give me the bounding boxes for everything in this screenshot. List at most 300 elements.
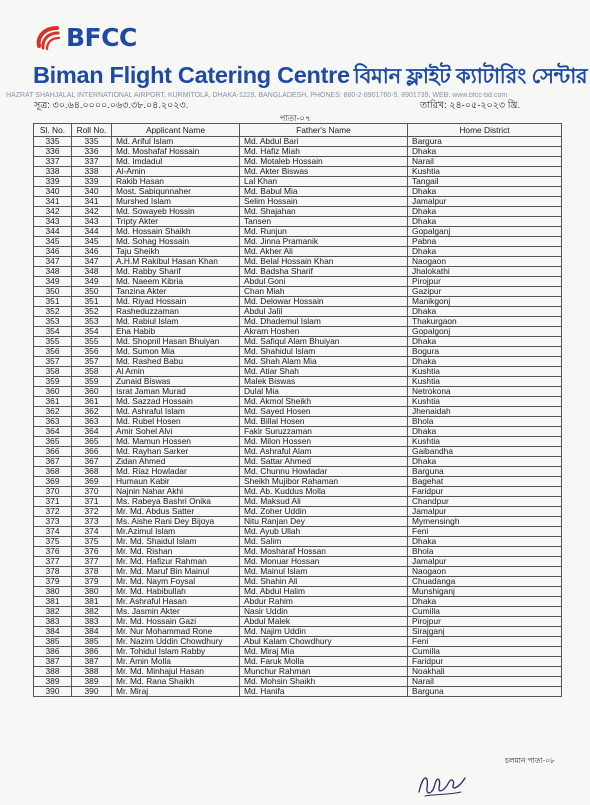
cell-home-district: Bargura xyxy=(408,137,562,147)
cell-father-name: Md. Ashraful Alam xyxy=(240,447,408,457)
cell-home-district: Jhalokathi xyxy=(408,267,562,277)
table-row xyxy=(34,367,562,377)
table-row xyxy=(34,217,562,227)
cell-applicant-name: Israt Jaman Murad xyxy=(112,387,240,397)
cell-home-district: Faridpur xyxy=(408,657,562,667)
cell-roll-no: 369 xyxy=(72,477,112,487)
company-logo xyxy=(33,22,137,52)
cell-sl-no: 375 xyxy=(34,537,72,547)
cell-sl-no: 385 xyxy=(34,637,72,647)
cell-home-district: Barguna xyxy=(408,467,562,477)
cell-applicant-name: Md. Rayhan Sarker xyxy=(112,447,240,457)
table-row xyxy=(34,297,562,307)
cell-home-district: Narail xyxy=(408,677,562,687)
cell-father-name: Md. Atiar Shah xyxy=(240,367,408,377)
cell-roll-no: 385 xyxy=(72,637,112,647)
cell-applicant-name: Murshed Islam xyxy=(112,197,240,207)
cell-sl-no: 372 xyxy=(34,507,72,517)
cell-roll-no: 359 xyxy=(72,377,112,387)
table-row xyxy=(34,357,562,367)
cell-father-name: Md. Ayub Ullah xyxy=(240,527,408,537)
cell-applicant-name: Mr. Ashraful Hasan xyxy=(112,597,240,607)
cell-applicant-name: Md. Sohag Hossain xyxy=(112,237,240,247)
cell-applicant-name: Tanzina Akter xyxy=(112,287,240,297)
cell-applicant-name: Md. Sazzad Hossain xyxy=(112,397,240,407)
cell-sl-no: 367 xyxy=(34,457,72,467)
logo-text: BFCC xyxy=(66,22,137,52)
table-row xyxy=(34,287,562,297)
cell-home-district: Chandpur xyxy=(408,497,562,507)
cell-father-name: Fakir Suruzzaman xyxy=(240,427,408,437)
cell-home-district: Dhaka xyxy=(408,247,562,257)
cell-applicant-name: Mr. Md. Shaidul Islam xyxy=(112,537,240,547)
cell-applicant-name: Taju Sheikh xyxy=(112,247,240,257)
table-row xyxy=(34,667,562,677)
cell-home-district: Dhaka xyxy=(408,307,562,317)
cell-roll-no: 338 xyxy=(72,167,112,177)
cell-father-name: Md. Milon Hossen xyxy=(240,437,408,447)
table-row xyxy=(34,477,562,487)
table-row xyxy=(34,307,562,317)
cell-father-name: Md. Monuar Hossan xyxy=(240,557,408,567)
cell-roll-no: 350 xyxy=(72,287,112,297)
cell-father-name: Md. Safiqul Alam Bhuiyan xyxy=(240,337,408,347)
cell-roll-no: 342 xyxy=(72,207,112,217)
cell-roll-no: 349 xyxy=(72,277,112,287)
cell-roll-no: 344 xyxy=(72,227,112,237)
cell-home-district: Bogura xyxy=(408,347,562,357)
table-row xyxy=(34,347,562,357)
cell-applicant-name: Most. Sabiqunnaher xyxy=(112,187,240,197)
cell-applicant-name: Mr. Md. Hossain Gazi xyxy=(112,617,240,627)
cell-father-name: Abdul Goni xyxy=(240,277,408,287)
cell-roll-no: 374 xyxy=(72,527,112,537)
cell-sl-no: 361 xyxy=(34,397,72,407)
cell-sl-no: 345 xyxy=(34,237,72,247)
table-body xyxy=(34,137,562,697)
cell-roll-no: 345 xyxy=(72,237,112,247)
cell-roll-no: 340 xyxy=(72,187,112,197)
cell-father-name: Md. Shahin Ali xyxy=(240,577,408,587)
cell-father-name: Md. Ab. Kuddus Molla xyxy=(240,487,408,497)
table-row xyxy=(34,507,562,517)
table-row xyxy=(34,447,562,457)
table-row xyxy=(34,487,562,497)
table-row xyxy=(34,147,562,157)
cell-roll-no: 335 xyxy=(72,137,112,147)
table-row xyxy=(34,187,562,197)
cell-home-district: Kushtia xyxy=(408,437,562,447)
cell-sl-no: 357 xyxy=(34,357,72,367)
cell-roll-no: 377 xyxy=(72,557,112,567)
cell-sl-no: 390 xyxy=(34,687,72,697)
cell-home-district: Naogaon xyxy=(408,567,562,577)
cell-father-name: Tansen xyxy=(240,217,408,227)
cell-home-district: Dhaka xyxy=(408,147,562,157)
table-row xyxy=(34,547,562,557)
cell-home-district: Thakurgaon xyxy=(408,317,562,327)
cell-roll-no: 364 xyxy=(72,427,112,437)
cell-roll-no: 370 xyxy=(72,487,112,497)
cell-father-name: Md. Jinna Pramanik xyxy=(240,237,408,247)
cell-father-name: Abdul Jalil xyxy=(240,307,408,317)
cell-home-district: Munshiganj xyxy=(408,587,562,597)
page-label: পাতা-০৭ xyxy=(279,113,311,123)
cell-sl-no: 348 xyxy=(34,267,72,277)
cell-roll-no: 346 xyxy=(72,247,112,257)
cell-home-district: Netrokona xyxy=(408,387,562,397)
cell-sl-no: 368 xyxy=(34,467,72,477)
cell-roll-no: 347 xyxy=(72,257,112,267)
cell-roll-no: 368 xyxy=(72,467,112,477)
table-row xyxy=(34,427,562,437)
cell-father-name: Md. Zoher Uddin xyxy=(240,507,408,517)
bfcc-logo-icon xyxy=(33,22,63,52)
cell-roll-no: 337 xyxy=(72,157,112,167)
cell-sl-no: 383 xyxy=(34,617,72,627)
cell-father-name: Md. Shahidul Islam xyxy=(240,347,408,357)
cell-applicant-name: Mr. Amin Molla xyxy=(112,657,240,667)
cell-sl-no: 370 xyxy=(34,487,72,497)
cell-home-district: Cumilla xyxy=(408,607,562,617)
cell-roll-no: 379 xyxy=(72,577,112,587)
cell-home-district: Faridpur xyxy=(408,487,562,497)
column-header-district: Home District xyxy=(408,124,562,137)
cell-applicant-name: Mr. Md. Maruf Bin Mainul xyxy=(112,567,240,577)
cell-roll-no: 355 xyxy=(72,337,112,347)
cell-applicant-name: Md. Sumon Mia xyxy=(112,347,240,357)
cell-sl-no: 335 xyxy=(34,137,72,147)
cell-home-district: Kushtia xyxy=(408,367,562,377)
table-row xyxy=(34,317,562,327)
cell-sl-no: 362 xyxy=(34,407,72,417)
cell-applicant-name: Mr. Tohidul Islam Rabby xyxy=(112,647,240,657)
signature-image xyxy=(415,768,475,800)
table-row xyxy=(34,467,562,477)
table-row xyxy=(34,227,562,237)
cell-applicant-name: Mr. Md. Rishan xyxy=(112,547,240,557)
cell-applicant-name: Humaun Kabir xyxy=(112,477,240,487)
cell-applicant-name: Md. Naeem Kibria xyxy=(112,277,240,287)
cell-roll-no: 375 xyxy=(72,537,112,547)
table-row xyxy=(34,677,562,687)
table-row xyxy=(34,657,562,667)
cell-applicant-name: Md. Moshafaf Hossain xyxy=(112,147,240,157)
cell-roll-no: 336 xyxy=(72,147,112,157)
cell-home-district: Sirajganj xyxy=(408,627,562,637)
cell-roll-no: 341 xyxy=(72,197,112,207)
cell-sl-no: 373 xyxy=(34,517,72,527)
table-row xyxy=(34,137,562,147)
cell-father-name: Md. Shajahan xyxy=(240,207,408,217)
table-row xyxy=(34,647,562,657)
cell-father-name: Md. Mohsin Shaikh xyxy=(240,677,408,687)
table-row xyxy=(34,207,562,217)
column-header-applicant: Applicant Name xyxy=(112,124,240,137)
cell-sl-no: 386 xyxy=(34,647,72,657)
cell-roll-no: 378 xyxy=(72,567,112,577)
cell-sl-no: 377 xyxy=(34,557,72,567)
cell-applicant-name: Mr. Md. Hafizur Rahman xyxy=(112,557,240,567)
cell-home-district: Jhenaidah xyxy=(408,407,562,417)
cell-applicant-name: Mr. Miraj xyxy=(112,687,240,697)
cell-sl-no: 359 xyxy=(34,377,72,387)
cell-applicant-name: Mr. Md. Habibullah xyxy=(112,587,240,597)
cell-roll-no: 361 xyxy=(72,397,112,407)
cell-applicant-name: Md. Rabiul Islam xyxy=(112,317,240,327)
company-name-bn: বিমান ফ্লাইট ক্যাটারিং সেন্টার xyxy=(353,65,588,88)
cell-sl-no: 384 xyxy=(34,627,72,637)
cell-home-district: Mymensingh xyxy=(408,517,562,527)
table-row xyxy=(34,337,562,347)
results-table xyxy=(33,123,562,697)
memo-date: তারিখ: ২৪-০৫-২০২৩ খ্রি. xyxy=(420,100,521,111)
cell-father-name: Md. Akher Ali xyxy=(240,247,408,257)
cell-roll-no: 371 xyxy=(72,497,112,507)
cell-home-district: Bhola xyxy=(408,547,562,557)
cell-sl-no: 340 xyxy=(34,187,72,197)
table-row xyxy=(34,327,562,337)
cell-applicant-name: Zunaid Biswas xyxy=(112,377,240,387)
cell-home-district: Dhaka xyxy=(408,597,562,607)
cell-sl-no: 382 xyxy=(34,607,72,617)
cell-father-name: Md. Hafiz Miah xyxy=(240,147,408,157)
cell-father-name: Md. Mainul Islam xyxy=(240,567,408,577)
cell-father-name: Md. Delowar Hossain xyxy=(240,297,408,307)
cell-home-district: Naogaon xyxy=(408,257,562,267)
table-row xyxy=(34,627,562,637)
table-row xyxy=(34,277,562,287)
cell-sl-no: 374 xyxy=(34,527,72,537)
cell-sl-no: 351 xyxy=(34,297,72,307)
column-header-father: Father's Name xyxy=(240,124,408,137)
cell-sl-no: 365 xyxy=(34,437,72,447)
table-row xyxy=(34,607,562,617)
cell-sl-no: 356 xyxy=(34,347,72,357)
cell-roll-no: 367 xyxy=(72,457,112,467)
cell-applicant-name: Ms. Rabeya Bashri Onika xyxy=(112,497,240,507)
cell-father-name: Chan Miah xyxy=(240,287,408,297)
cell-roll-no: 381 xyxy=(72,597,112,607)
cell-applicant-name: Md. Sowayeb Hossin xyxy=(112,207,240,217)
cell-sl-no: 378 xyxy=(34,567,72,577)
cell-father-name: Md. Abdul Bari xyxy=(240,137,408,147)
table-row xyxy=(34,417,562,427)
table-row xyxy=(34,517,562,527)
cell-home-district: Pirojpur xyxy=(408,277,562,287)
table-row xyxy=(34,577,562,587)
cell-home-district: Bhola xyxy=(408,417,562,427)
cell-home-district: Narail xyxy=(408,157,562,167)
cell-father-name: Munchur Rahman xyxy=(240,667,408,677)
cell-applicant-name: Md. Mamun Hossen xyxy=(112,437,240,447)
cell-roll-no: 387 xyxy=(72,657,112,667)
table-row xyxy=(34,497,562,507)
cell-sl-no: 342 xyxy=(34,207,72,217)
cell-home-district: Kushtia xyxy=(408,377,562,387)
cell-home-district: Jamalpur xyxy=(408,507,562,517)
cell-applicant-name: Md. Riaz Howladar xyxy=(112,467,240,477)
cell-roll-no: 362 xyxy=(72,407,112,417)
cell-home-district: Kushtia xyxy=(408,167,562,177)
cell-father-name: Md. Badsha Sharif xyxy=(240,267,408,277)
table-row xyxy=(34,247,562,257)
cell-applicant-name: Rasheduzzaman xyxy=(112,307,240,317)
table-row xyxy=(34,377,562,387)
cell-applicant-name: A.H.M Rakibul Hasan Khan xyxy=(112,257,240,267)
cell-father-name: Md. Akter Biswas xyxy=(240,167,408,177)
memo-number: সূত্র: ৩০.৬৪.০০০০.০৬৩.৩৮.০৪.২০২৩. xyxy=(34,100,189,111)
cell-applicant-name: Tripty Akter xyxy=(112,217,240,227)
table-row xyxy=(34,457,562,467)
cell-father-name: Dulal Mia xyxy=(240,387,408,397)
cell-sl-no: 350 xyxy=(34,287,72,297)
cell-sl-no: 349 xyxy=(34,277,72,287)
cell-sl-no: 364 xyxy=(34,427,72,437)
cell-applicant-name: Mr. Md. Minhajul Hasan xyxy=(112,667,240,677)
cell-father-name: Akram Hoshen xyxy=(240,327,408,337)
cell-roll-no: 388 xyxy=(72,667,112,677)
cell-home-district: Feni xyxy=(408,637,562,647)
table-row xyxy=(34,257,562,267)
cell-father-name: Abdul Malek xyxy=(240,617,408,627)
cell-sl-no: 346 xyxy=(34,247,72,257)
company-address: HAZRAT SHAHJALAL INTERNATIONAL AIRPORT, KURMITOLA, DHAKA-1229, BANGLADESH, PHONES: 880-2-8901760-5, 8901739, WEB: www.bfcc-bd.com xyxy=(6,92,508,99)
cell-father-name: Md. Mosharaf Hossan xyxy=(240,547,408,557)
cell-father-name: Md. Billal Hosen xyxy=(240,417,408,427)
table-row xyxy=(34,237,562,247)
column-header-roll: Roll No. xyxy=(72,124,112,137)
cell-applicant-name: Md. Ariful Islam xyxy=(112,137,240,147)
table-row xyxy=(34,197,562,207)
table-row xyxy=(34,157,562,167)
cell-roll-no: 372 xyxy=(72,507,112,517)
cell-home-district: Cumilla xyxy=(408,647,562,657)
cell-home-district: Dhaka xyxy=(408,337,562,347)
cell-roll-no: 348 xyxy=(72,267,112,277)
cell-home-district: Gaibandha xyxy=(408,447,562,457)
table-row xyxy=(34,177,562,187)
table-row xyxy=(34,567,562,577)
cell-home-district: Gopalgonj xyxy=(408,327,562,337)
cell-father-name: Md. Babul Mia xyxy=(240,187,408,197)
cell-sl-no: 352 xyxy=(34,307,72,317)
cell-applicant-name: Md. Rubel Hosen xyxy=(112,417,240,427)
cell-home-district: Jamalpur xyxy=(408,197,562,207)
cell-sl-no: 379 xyxy=(34,577,72,587)
cell-father-name: Md. Sattar Ahmed xyxy=(240,457,408,467)
table-row xyxy=(34,167,562,177)
column-header-sl: Sl. No. xyxy=(34,124,72,137)
cell-sl-no: 380 xyxy=(34,587,72,597)
cell-applicant-name: Mr. Nur Mohammad Rone xyxy=(112,627,240,637)
cell-roll-no: 343 xyxy=(72,217,112,227)
cell-roll-no: 366 xyxy=(72,447,112,457)
table-row xyxy=(34,557,562,567)
cell-roll-no: 339 xyxy=(72,177,112,187)
table-row xyxy=(34,587,562,597)
cell-sl-no: 358 xyxy=(34,367,72,377)
cell-home-district: Kushtia xyxy=(408,397,562,407)
table-row xyxy=(34,527,562,537)
cell-home-district: Gopalganj xyxy=(408,227,562,237)
cell-sl-no: 388 xyxy=(34,667,72,677)
cell-applicant-name: Eha Habib xyxy=(112,327,240,337)
table-row xyxy=(34,597,562,607)
table-row xyxy=(34,537,562,547)
cell-applicant-name: Md. Hossain Shaikh xyxy=(112,227,240,237)
cell-applicant-name: Al Amin xyxy=(112,367,240,377)
cell-home-district: Jamalpur xyxy=(408,557,562,567)
cell-sl-no: 371 xyxy=(34,497,72,507)
cell-father-name: Md. Akmol Sheikh xyxy=(240,397,408,407)
cell-sl-no: 360 xyxy=(34,387,72,397)
cell-home-district: Dhaka xyxy=(408,217,562,227)
cell-sl-no: 376 xyxy=(34,547,72,557)
cell-applicant-name: Al-Amin xyxy=(112,167,240,177)
cell-applicant-name: Mr. Nazim Uddin Chowdhury xyxy=(112,637,240,647)
cell-father-name: Md. Hanifa xyxy=(240,687,408,697)
cell-father-name: Nitu Ranjan Dey xyxy=(240,517,408,527)
cell-applicant-name: Rakib Hasan xyxy=(112,177,240,187)
continued-page-note: চলমান পাতা-০৮ xyxy=(505,756,555,765)
cell-applicant-name: Ms. Jasmin Akter xyxy=(112,607,240,617)
cell-father-name: Abdur Rahim xyxy=(240,597,408,607)
cell-home-district: Noakhali xyxy=(408,667,562,677)
cell-applicant-name: Mr. Md. Abdus Satter xyxy=(112,507,240,517)
cell-sl-no: 389 xyxy=(34,677,72,687)
cell-father-name: Lal Khan xyxy=(240,177,408,187)
cell-father-name: Md. Shah Alam Mia xyxy=(240,357,408,367)
cell-father-name: Md. Faruk Molla xyxy=(240,657,408,667)
cell-roll-no: 383 xyxy=(72,617,112,627)
cell-father-name: Md. Runjun xyxy=(240,227,408,237)
cell-sl-no: 347 xyxy=(34,257,72,267)
cell-applicant-name: Md. Shopnil Hasan Bhuiyan xyxy=(112,337,240,347)
table-row xyxy=(34,387,562,397)
cell-sl-no: 353 xyxy=(34,317,72,327)
cell-applicant-name: Md. Ashraful Islam xyxy=(112,407,240,417)
cell-home-district: Dhaka xyxy=(408,427,562,437)
cell-home-district: Dhaka xyxy=(408,357,562,367)
cell-applicant-name: Mr. Md. Rana Shaikh xyxy=(112,677,240,687)
cell-father-name: Nasir Uddin xyxy=(240,607,408,617)
cell-roll-no: 380 xyxy=(72,587,112,597)
table-row xyxy=(34,617,562,627)
table-row xyxy=(34,637,562,647)
cell-sl-no: 354 xyxy=(34,327,72,337)
cell-father-name: Md. Najim Uddin xyxy=(240,627,408,637)
cell-sl-no: 355 xyxy=(34,337,72,347)
cell-roll-no: 363 xyxy=(72,417,112,427)
cell-roll-no: 384 xyxy=(72,627,112,637)
cell-father-name: Selim Hossain xyxy=(240,197,408,207)
table-header-row xyxy=(34,124,562,137)
cell-father-name: Md. Abdul Halim xyxy=(240,587,408,597)
cell-sl-no: 344 xyxy=(34,227,72,237)
cell-roll-no: 353 xyxy=(72,317,112,327)
cell-applicant-name: Najnin Nahar Akhi xyxy=(112,487,240,497)
table-row xyxy=(34,397,562,407)
cell-father-name: Md. Salim xyxy=(240,537,408,547)
cell-applicant-name: Ms. Aishe Rani Dey Bijoya xyxy=(112,517,240,527)
cell-roll-no: 382 xyxy=(72,607,112,617)
cell-father-name: Md. Chunnu Howladar xyxy=(240,467,408,477)
cell-roll-no: 365 xyxy=(72,437,112,447)
cell-roll-no: 389 xyxy=(72,677,112,687)
cell-home-district: Dhaka xyxy=(408,457,562,467)
cell-applicant-name: Md. Rabby Sharif xyxy=(112,267,240,277)
